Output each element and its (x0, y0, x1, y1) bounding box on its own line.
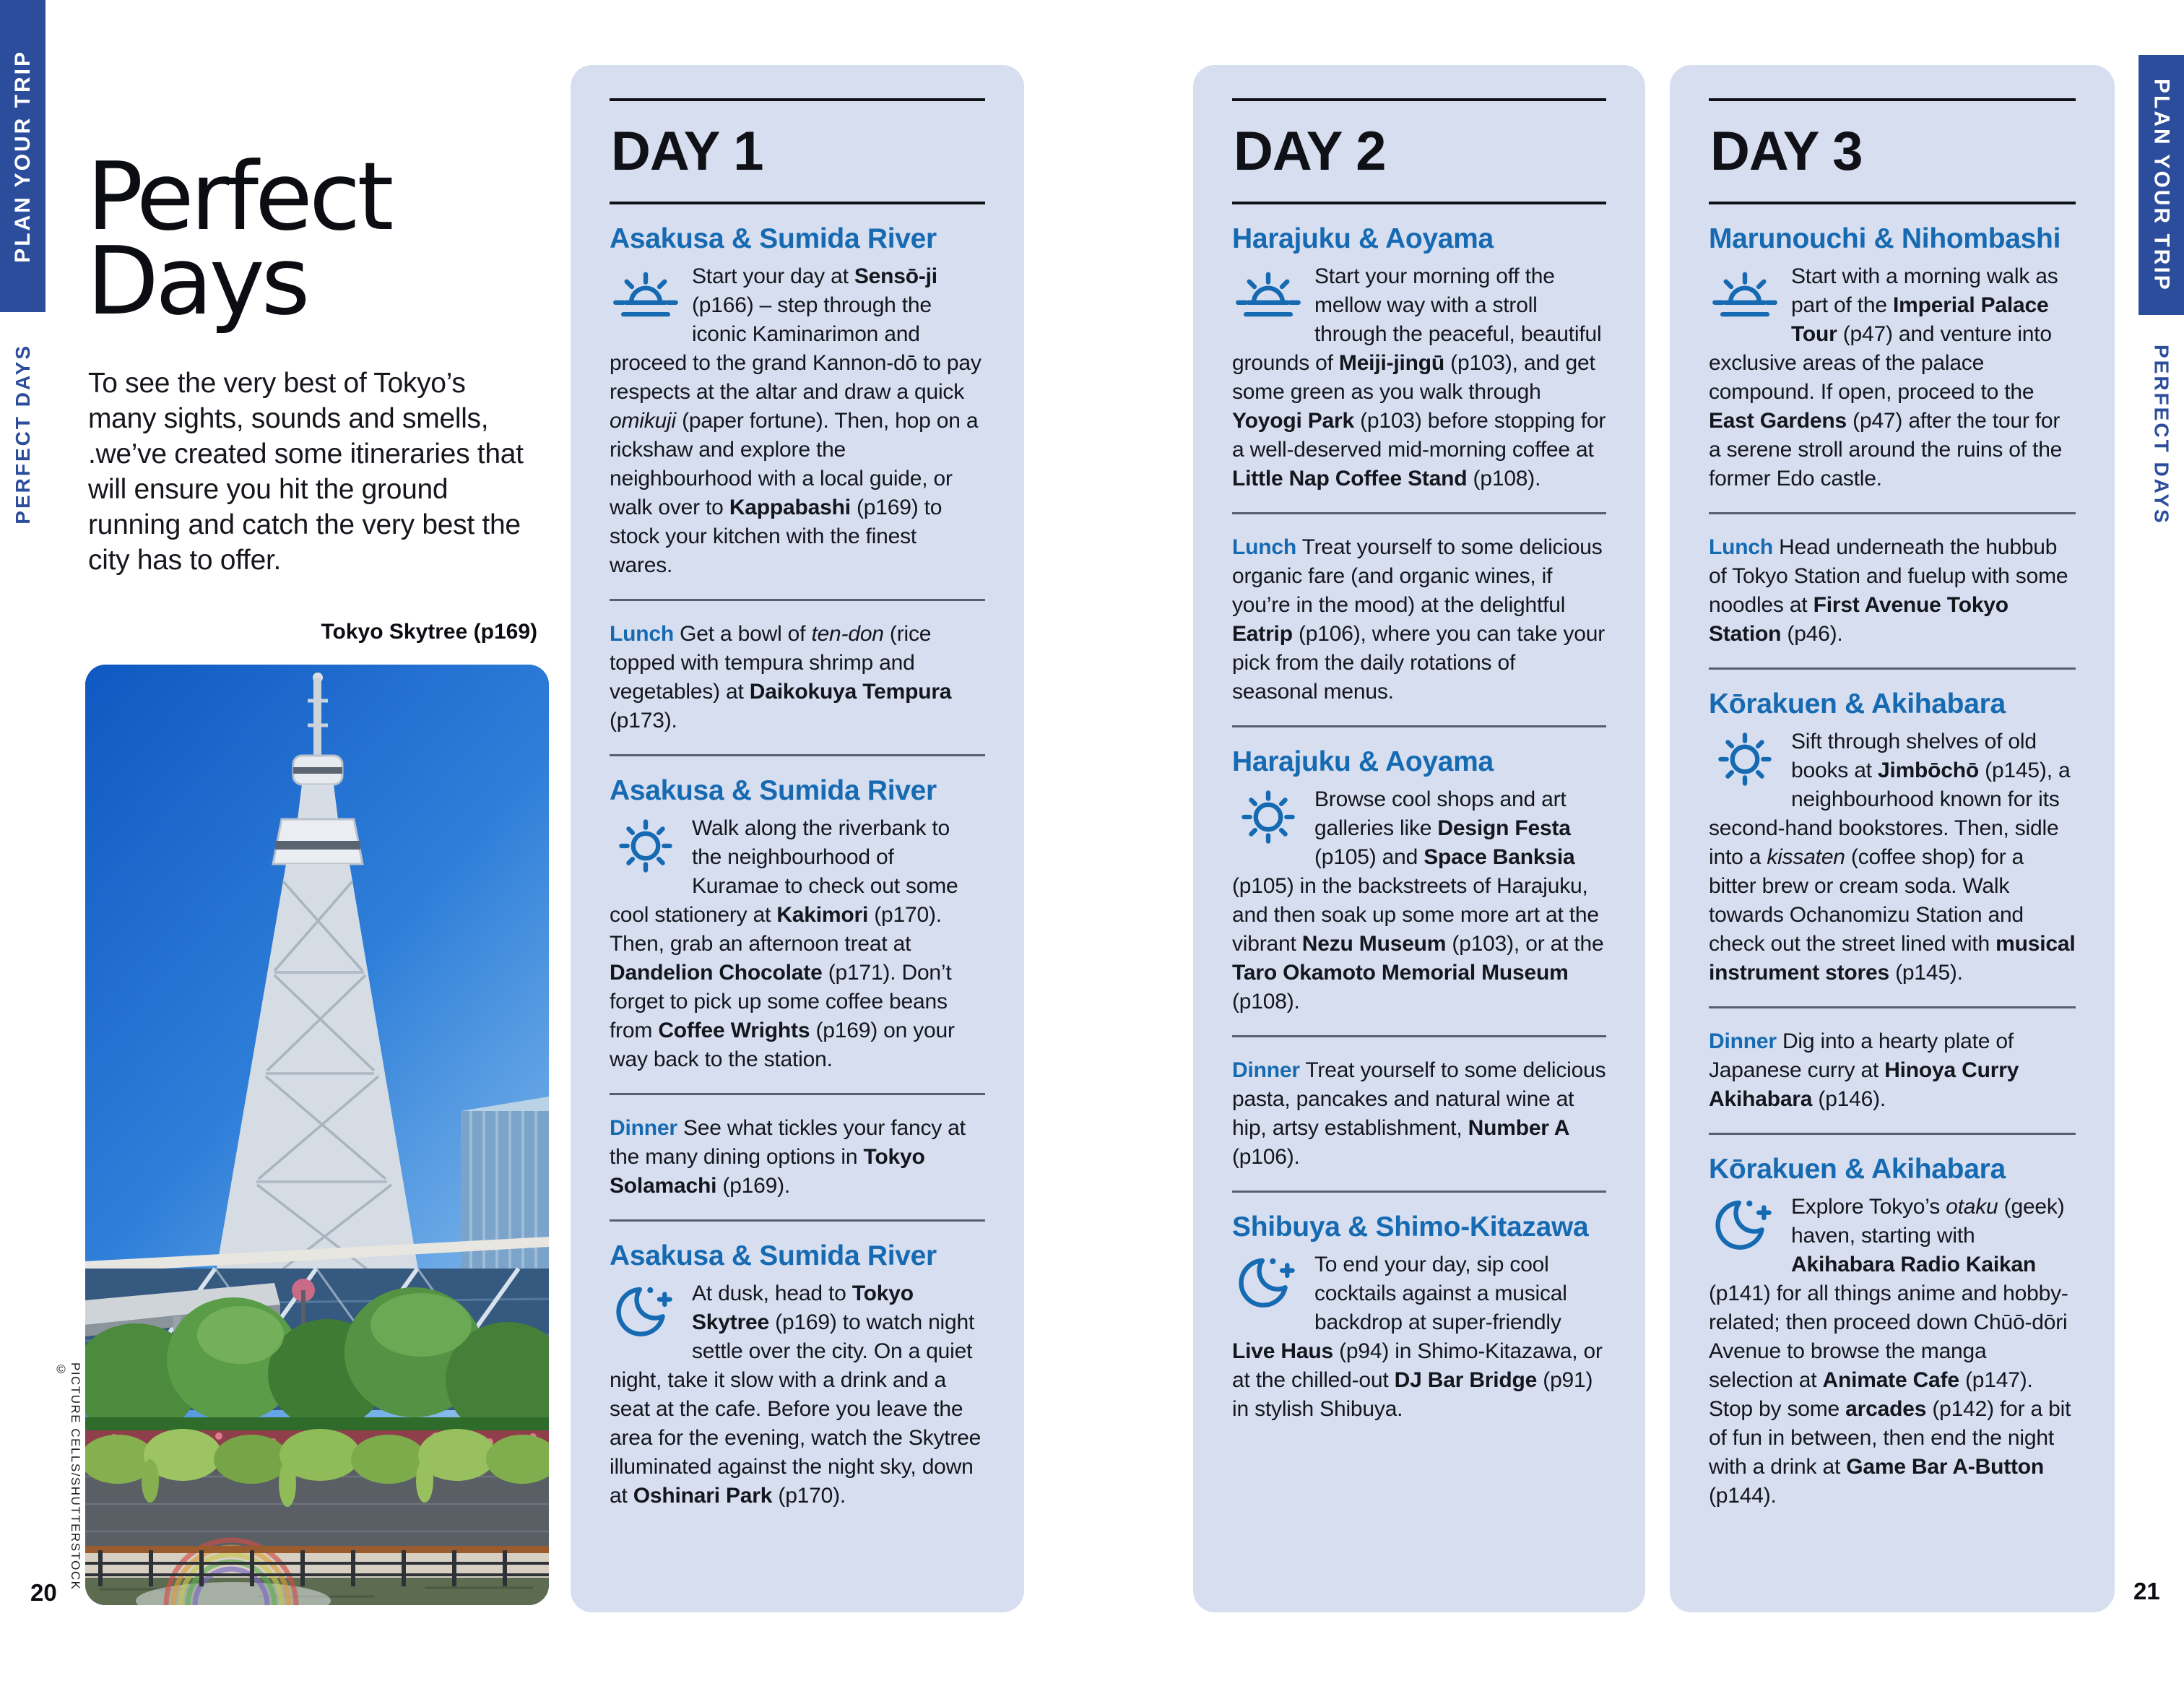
section-text: Walk along the riverbank to the neighbourhood of Kuramae to check out some cool stationery at Kakimori (p170). Then, grab an afternoon treat at Dandelion Chocolate (p171). Don’t forget to pick up some coffee beans from Coffee Wrights (p169) on your way back to the station. (610, 816, 958, 1071)
photo-credit: PICTURE CELLS/SHUTTERSTOCK © (54, 1362, 82, 1591)
sun-icon (1709, 731, 1781, 787)
section-heading: Harajuku & Aoyama (1232, 223, 1494, 254)
day1-morning-section (610, 223, 985, 580)
plan-your-trip-label: PLAN YOUR TRIP (10, 49, 35, 263)
section-heading: Kōrakuen & Akihabara (1709, 688, 2006, 719)
divider (1232, 1190, 1606, 1193)
section-text: At dusk, head to Tokyo Skytree (p169) to watch night settle over the city. On a quiet night, take it slow with a drink and a seat at the cafe. Before you leave the area for the evening, watch the Skytree illuminated against the night sky, down at Oshinari Park (p170). (610, 1282, 982, 1508)
plan-your-trip-tab-right (2138, 55, 2184, 315)
section-heading: Shibuya & Shimo-Kitazawa (1232, 1211, 1589, 1243)
day1-afternoon-section (610, 775, 985, 1074)
day2-title: DAY 2 (1234, 121, 1386, 182)
page-title: Perfect Days (87, 142, 391, 336)
section-heading: Kōrakuen & Akihabara (1709, 1154, 2006, 1185)
section-heading: Asakusa & Sumida River (610, 223, 937, 254)
day3-night-section (1709, 1154, 2076, 1511)
day2-dinner-section (1232, 1056, 1606, 1172)
perfect-days-label: PERFECT DAYS (11, 343, 34, 524)
sunrise-icon (1232, 266, 1304, 322)
divider (610, 754, 985, 756)
day2-night-section (1232, 1211, 1606, 1424)
section-heading: Marunouchi & Nihombashi (1709, 223, 2061, 254)
divider (1709, 512, 2076, 514)
day3-dinner-section (1709, 1027, 2076, 1114)
day2-afternoon-section (1232, 746, 1606, 1016)
day3-title: DAY 3 (1710, 121, 1863, 182)
perfect-days-label: PERFECT DAYS (2150, 345, 2173, 525)
day1-dinner-section (610, 1114, 985, 1201)
section-text: Start your day at Sensō-ji (p166) – step through the iconic Kaminarimon and proceed to the grand Kannon-dō to pay respects at the altar and draw a quick omikuji (paper fortune). Then, hop on a rickshaw and explore the neighbourhood with a local guide, or walk over to Kappabashi (p169) to stock your kitchen with the finest wares. (610, 264, 982, 577)
section-text: Start with a morning walk as part of the Imperial Palace Tour (p47) and venture into exclusive areas of the palace compound. If open, proceed to the East Gardens (p47) after the tour for a serene stroll around the ruins of the former Edo castle. (1709, 264, 2063, 491)
section-heading: Asakusa & Sumida River (610, 775, 937, 806)
page-number-right: 21 (2133, 1578, 2160, 1604)
perfect-days-tab-left (0, 331, 46, 537)
moon-icon (610, 1283, 682, 1339)
plan-your-trip-tab-left (0, 0, 46, 312)
sunrise-icon (1709, 266, 1781, 322)
divider (610, 1219, 985, 1222)
day1-night-section (610, 1240, 985, 1511)
section-heading: Asakusa & Sumida River (610, 1240, 937, 1271)
meal-text: Lunch Head underneath the hubbub of Tokyo Station and fuelup with some noodles at First Avenue Tokyo Station (p46). (1709, 535, 2068, 646)
divider (1709, 1133, 2076, 1135)
perfect-days-tab-right (2138, 327, 2184, 543)
day3-panel (1670, 65, 2115, 1612)
section-heading: Harajuku & Aoyama (1232, 746, 1494, 777)
divider (1232, 1035, 1606, 1037)
meal-text: Lunch Get a bowl of ten-don (rice topped with tempura shrimp and vegetables) at Daikokuya Tempura (p173). (610, 622, 952, 733)
moon-icon (1232, 1254, 1304, 1310)
divider (610, 599, 985, 601)
photo-caption: Tokyo Skytree (p169) (321, 620, 537, 644)
day3-lunch-section (1709, 533, 2076, 649)
day3-morning-section (1709, 223, 2076, 493)
moon-icon (1709, 1196, 1781, 1253)
divider (1232, 512, 1606, 514)
section-text: Sift through shelves of old books at Jimbōchō (p145), a neighbourhood known for its second-hand bookstores. Then, sidle into a kissaten (coffee shop) for a bitter brew or cream soda. Walk towards Ochanomizu Station and check out the street lined with musical instrument stores (p145). (1709, 730, 2076, 985)
divider (1709, 667, 2076, 670)
day1-title: DAY 1 (611, 121, 763, 182)
section-text: To end your day, sip cool cocktails against a musical backdrop at super-friendly Live Haus (p94) in Shimo-Kitazawa, or at the chilled-out DJ Bar Bridge (p91) in stylish Shibuya. (1232, 1253, 1603, 1421)
divider (610, 1093, 985, 1095)
day1-panel (571, 65, 1024, 1612)
day2-panel (1193, 65, 1645, 1612)
day2-header (1232, 98, 1606, 204)
meal-text: Dinner Dig into a hearty plate of Japanese curry at Hinoya Curry Akihabara (p146). (1709, 1029, 2019, 1111)
day2-lunch-section (1232, 533, 1606, 706)
tokyo-skytree-photo (85, 665, 549, 1605)
page-number-left: 20 (30, 1579, 57, 1606)
sun-icon (1232, 789, 1304, 845)
skytree-photo-graphic (85, 665, 549, 1605)
day2-morning-section (1232, 223, 1606, 493)
sunrise-icon (610, 266, 682, 322)
section-text: Start your morning off the mellow way with a stroll through the peaceful, beautiful grounds of Meiji-jingū (p103), and get some green as you walk through Yoyogi Park (p103) before stopping for a well-deserved mid-morning coffee at Little Nap Coffee Stand (p108). (1232, 264, 1606, 491)
divider (1232, 725, 1606, 727)
meal-text: Dinner See what tickles your fancy at the many dining options in Tokyo Solamachi (p169). (610, 1116, 966, 1198)
section-text: Explore Tokyo’s otaku (geek) haven, starting with Akihabara Radio Kaikan (p141) for all things anime and hobby-related; then proceed down Chūō-dōri Avenue to browse the manga selection at Animate Cafe (p147). Stop by some arcades (p142) for a bit of fun in between, then end the night with a drink at Game Bar A-Button (p144). (1709, 1195, 2071, 1508)
day1-header (610, 98, 985, 204)
sun-icon (610, 818, 682, 874)
intro-paragraph: To see the very best of Tokyo’s many sights, sounds and smells, .we’ve created some itineraries that will ensure you hit the ground running and catch the very best the city has to offer. (88, 368, 524, 576)
day3-header (1709, 98, 2076, 204)
meal-text: Lunch Treat yourself to some delicious organic fare (and organic wines, if you’re in the mood) at the delightful Eatrip (p106), where you can take your pick from the daily rotations of seasonal menus. (1232, 535, 1606, 704)
meal-text: Dinner Treat yourself to some delicious pasta, pancakes and natural wine at hip, artsy establishment, Number A (p106). (1232, 1058, 1606, 1169)
plan-your-trip-label: PLAN YOUR TRIP (2149, 78, 2174, 292)
divider (1709, 1006, 2076, 1008)
day3-afternoon-section (1709, 688, 2076, 988)
day1-lunch-section (610, 620, 985, 735)
section-text: Browse cool shops and art galleries like Design Festa (p105) and Space Banksia (p105) in the backstreets of Harajuku, and then soak up some more art at the vibrant Nezu Museum (p103), or at the Taro Okamoto Memorial Museum (p108). (1232, 787, 1604, 1014)
